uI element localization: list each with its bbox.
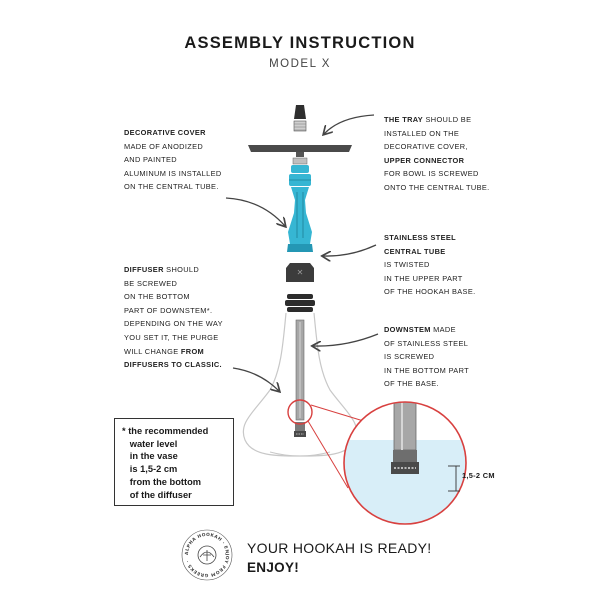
page-subtitle: MODEL X xyxy=(269,58,331,70)
water-note-line: is 1,5-2 cm xyxy=(122,464,178,475)
alpha-hookah-logo xyxy=(180,528,234,582)
note-line: OF THE BASE. xyxy=(384,379,439,389)
note-lead: FROM xyxy=(180,346,205,356)
water-note-line: of the diffuser xyxy=(122,489,192,500)
bowl-connector xyxy=(294,105,306,131)
logo-ring-text: ALPHA HOOKAH · ENJOY FROM GREEKS · xyxy=(184,532,230,578)
water-level-note xyxy=(122,425,232,501)
note-lead: CENTRAL TUBE xyxy=(384,246,446,256)
note-line: AND PAINTED xyxy=(124,155,177,165)
decorative-cover xyxy=(287,158,313,252)
water-note-line: water level xyxy=(122,438,178,449)
page-title: ASSEMBLY INSTRUCTION xyxy=(184,34,416,52)
note-line: BE SCREWED xyxy=(124,278,178,288)
note-line: IS SCREWED xyxy=(384,352,435,362)
svg-text:✕: ✕ xyxy=(296,268,304,277)
note-line: IN THE UPPER PART xyxy=(384,273,463,283)
arrow-tube xyxy=(323,245,376,256)
ready-message: YOUR HOOKAH IS READY! xyxy=(247,540,432,556)
note-line: DECORATIVE COVER, xyxy=(384,142,468,152)
note-lead: DOWNSTEM xyxy=(384,325,431,334)
note-lead: STAINLESS STEEL xyxy=(384,233,457,242)
note-tray xyxy=(384,113,534,195)
enjoy-message: ENJOY! xyxy=(247,560,300,575)
note-line: OF THE HOOKAH BASE. xyxy=(384,287,476,297)
note-line: WILL CHANGE xyxy=(124,346,181,356)
note-lead: UPPER CONNECTOR xyxy=(384,155,465,165)
note-lead: THE TRAY xyxy=(384,115,424,124)
arrow-cover xyxy=(226,198,285,226)
zoom-detail xyxy=(340,395,480,530)
note-diffuser xyxy=(124,263,274,372)
arrow-tray xyxy=(324,115,374,134)
downstem xyxy=(296,320,304,420)
water-level-dimension-label: 1,5-2 CM xyxy=(462,471,495,480)
note-line: PART OF DOWNSTEM*. xyxy=(124,305,213,315)
water-note-line: in the vase xyxy=(122,451,178,462)
note-line: ON THE BOTTOM xyxy=(124,292,190,302)
note-line: ON THE CENTRAL TUBE. xyxy=(124,182,219,192)
note-line: MADE xyxy=(430,325,456,334)
note-decorative-cover xyxy=(124,126,274,194)
water-note-line: * the recommended xyxy=(122,426,209,436)
water-note-line: from the bottom xyxy=(122,476,202,487)
note-line: INSTALLED ON THE xyxy=(384,128,460,138)
note-line: FOR BOWL IS SCREWED xyxy=(384,169,479,179)
note-central-tube xyxy=(384,231,534,299)
note-lead: DIFFUSER xyxy=(124,265,164,274)
base-gasket xyxy=(285,294,315,312)
note-lead: DIFFUSERS TO CLASSIC. xyxy=(124,360,222,370)
note-line: DEPENDING ON THE WAY xyxy=(124,319,223,329)
note-line: OF STAINLESS STEEL xyxy=(384,338,469,348)
note-line: YOU SET IT, THE PURGE xyxy=(124,332,219,342)
zoom-connector-line xyxy=(308,421,348,488)
note-line: SHOULD xyxy=(163,265,200,274)
note-line: ONTO THE CENTRAL TUBE. xyxy=(384,182,490,192)
central-tube-head xyxy=(286,263,314,282)
note-line: ALUMINUM IS INSTALLED xyxy=(124,168,222,178)
note-downstem xyxy=(384,323,534,391)
arrow-downstem xyxy=(313,334,378,346)
note-line: IN THE BOTTOM PART xyxy=(384,365,470,375)
note-line: IS TWISTED xyxy=(384,260,430,270)
note-line: SHOULD BE xyxy=(423,115,472,124)
note-lead: DECORATIVE COVER xyxy=(124,128,206,137)
note-line: MADE OF ANODIZED xyxy=(124,141,204,151)
